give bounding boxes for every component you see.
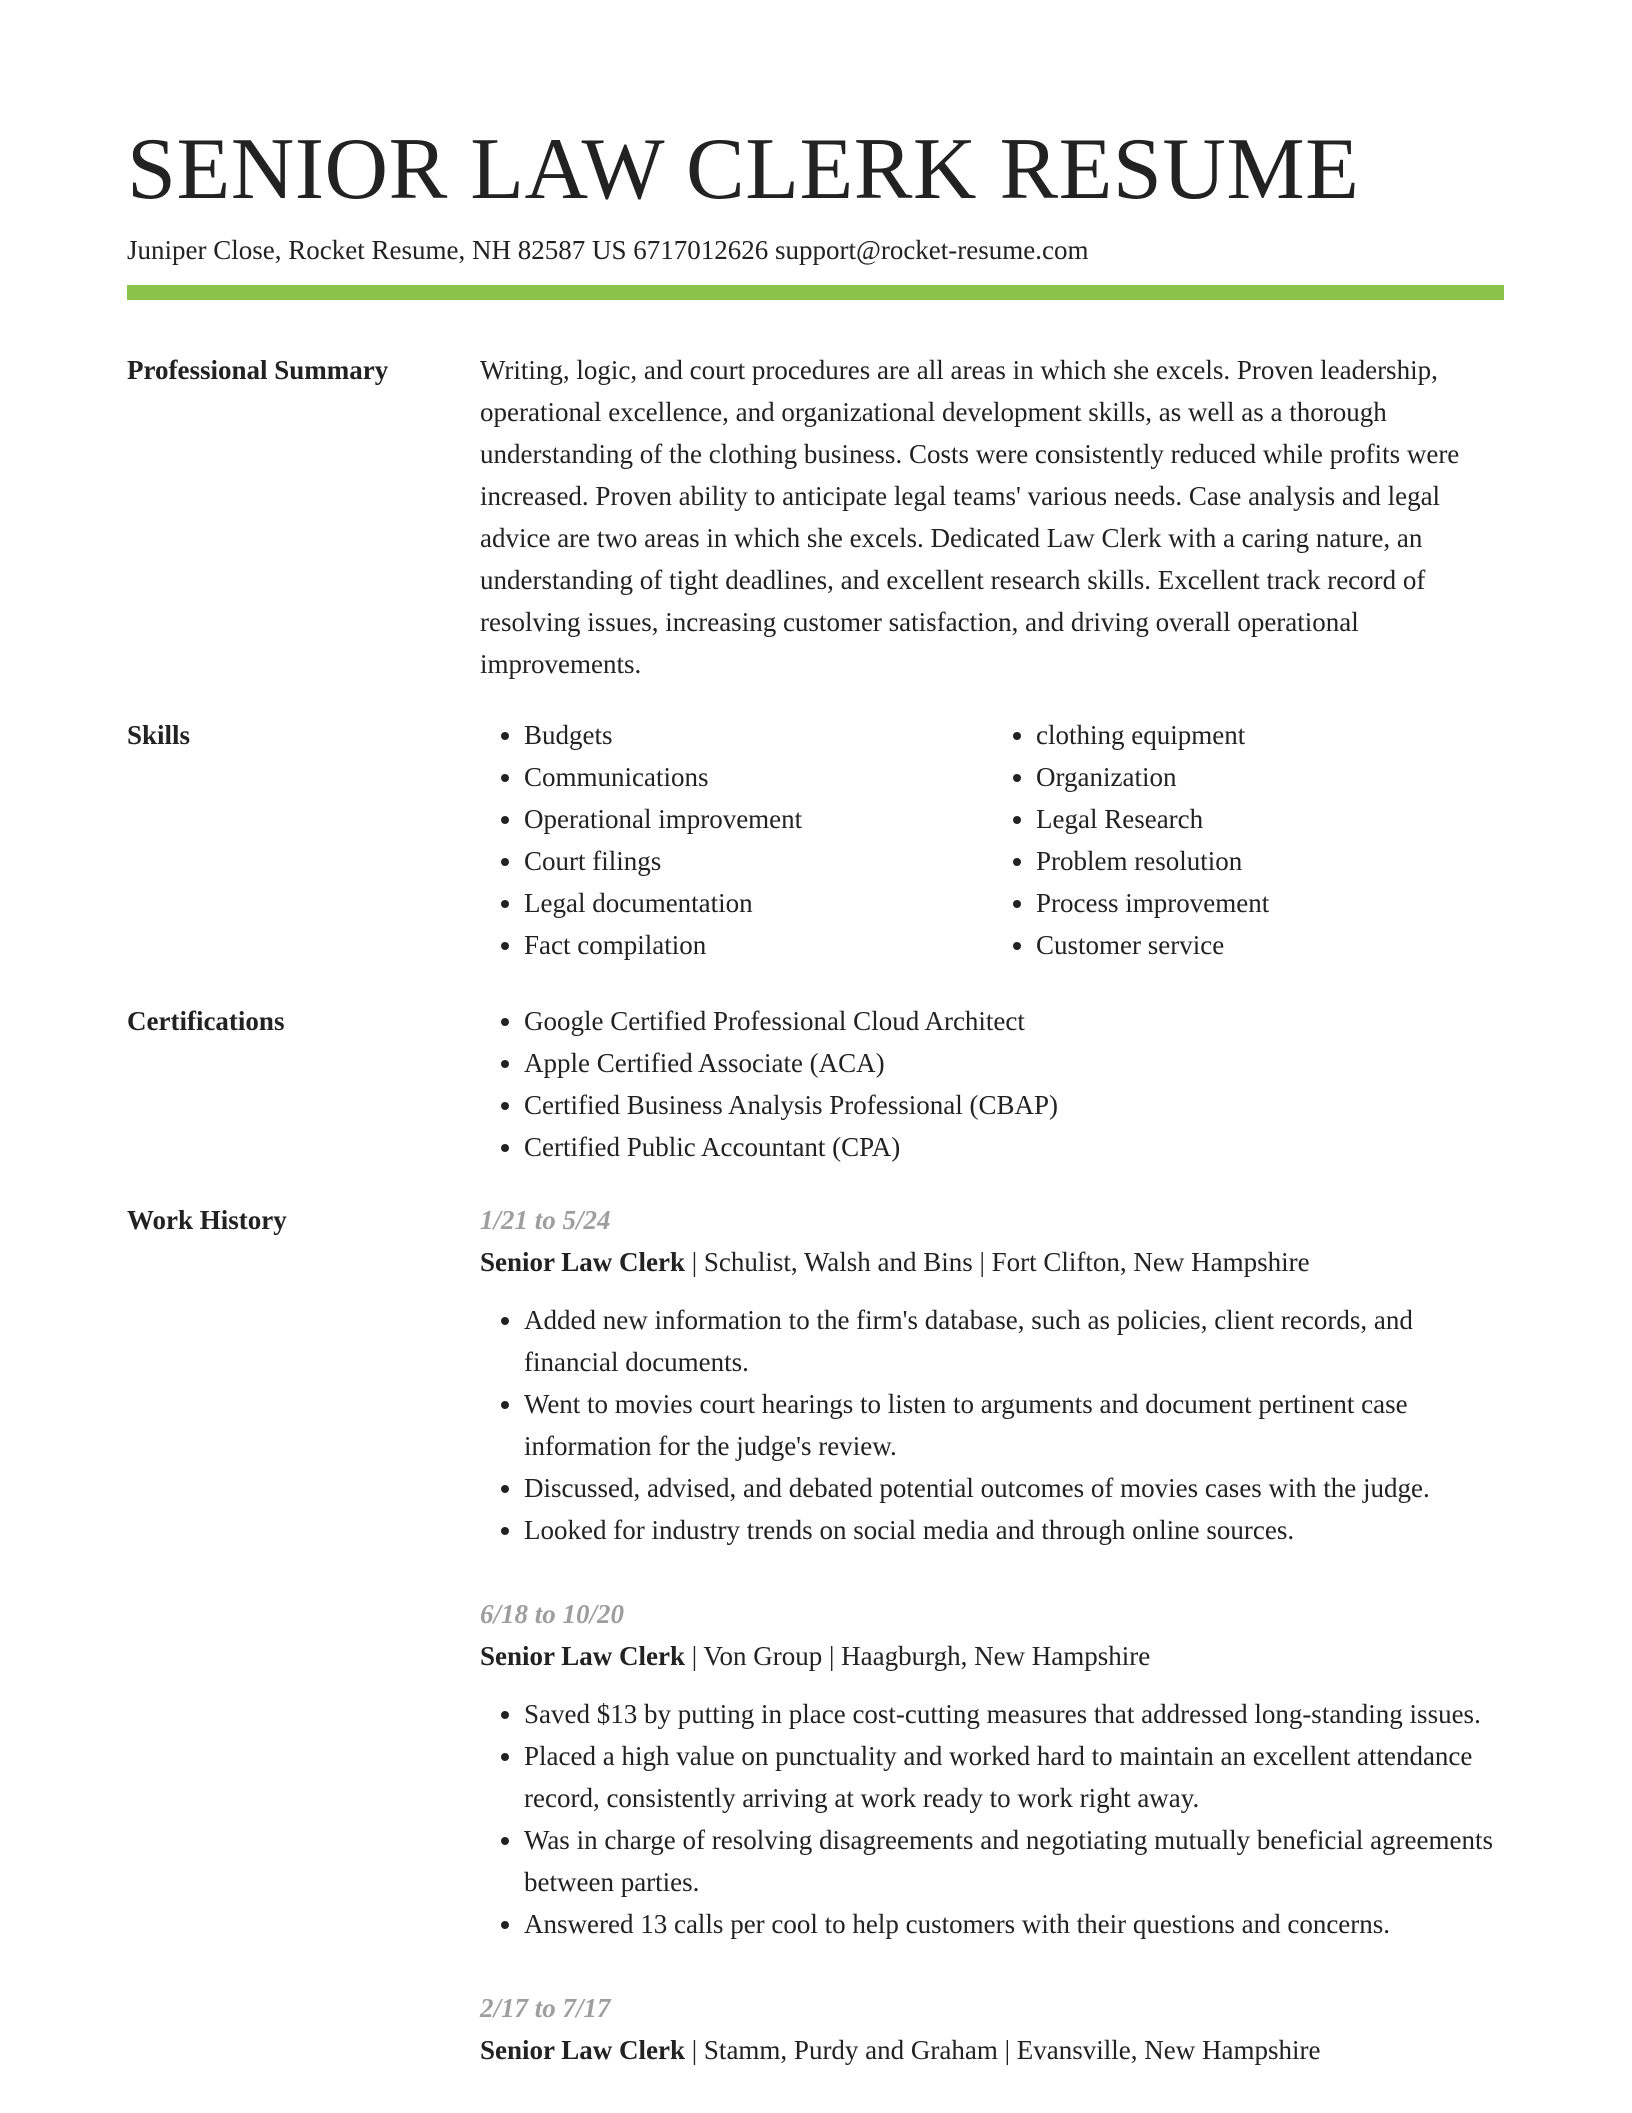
skill-item: • Customer service <box>1036 924 1504 966</box>
skill-item: • Operational improvement <box>524 798 992 840</box>
job-title: Senior Law Clerk <box>480 2035 686 2065</box>
job-heading <box>480 1635 1504 1677</box>
job-entry <box>480 1593 1504 1945</box>
job-entry <box>480 1199 1504 1551</box>
skill-item: • Legal documentation <box>524 882 992 924</box>
skill-item: • clothing equipment <box>1036 714 1504 756</box>
job-bullet: • Added new information to the firm's database, such as policies, client records, and financial documents. <box>524 1299 1504 1383</box>
skills-list-left <box>480 714 992 966</box>
certification-item: • Google Certified Professional Cloud Architect <box>524 1000 1504 1042</box>
skill-item: • Process improvement <box>1036 882 1504 924</box>
summary-section <box>480 349 1504 685</box>
job-date: 6/18 to 10/20 <box>480 1599 625 1629</box>
job-employer-location: | Stamm, Purdy and Graham | Evansville, New Hampshire <box>685 2035 1321 2065</box>
header-divider <box>127 285 1504 300</box>
job-bullet: • Answered 13 calls per cool to help customers with their questions and concerns. <box>524 1903 1504 1945</box>
job-bullets <box>480 1299 1504 1551</box>
skill-item: • Legal Research <box>1036 798 1504 840</box>
skills-label: Skills <box>127 720 191 750</box>
job-bullet: • Was in charge of resolving disagreements and negotiating mutually beneficial agreements between parties. <box>524 1819 1504 1903</box>
job-employer-location: | Schulist, Walsh and Bins | Fort Clifton, New Hampshire <box>685 1247 1310 1277</box>
job-employer-location: | Von Group | Haagburgh, New Hampshire <box>685 1641 1151 1671</box>
certifications-label: Certifications <box>127 1006 285 1036</box>
job-entry <box>480 1987 1504 2071</box>
certification-item: • Certified Public Accountant (CPA) <box>524 1126 1504 1168</box>
job-bullet: • Went to movies court hearings to listen to arguments and document pertinent case information for the judge's review. <box>524 1383 1504 1467</box>
job-bullet: • Looked for industry trends on social media and through online sources. <box>524 1509 1504 1551</box>
skill-item: • Court filings <box>524 840 992 882</box>
skill-item: • Problem resolution <box>1036 840 1504 882</box>
job-date: 1/21 to 5/24 <box>480 1205 611 1235</box>
resume-title: SENIOR LAW CLERK RESUME <box>127 121 1360 218</box>
job-bullet: • Discussed, advised, and debated potential outcomes of movies cases with the judge. <box>524 1467 1504 1509</box>
contact-line: Juniper Close, Rocket Resume, NH 82587 US 6717012626 support@rocket-resume.com <box>127 235 1089 265</box>
summary-label: Professional Summary <box>127 355 389 385</box>
certification-item: • Certified Business Analysis Professional (CBAP) <box>524 1084 1504 1126</box>
job-heading <box>480 1241 1504 1283</box>
job-title: Senior Law Clerk <box>480 1247 686 1277</box>
certification-item: • Apple Certified Associate (ACA) <box>524 1042 1504 1084</box>
job-date: 2/17 to 7/17 <box>480 1993 611 2023</box>
skill-item: • Fact compilation <box>524 924 992 966</box>
skill-item: • Organization <box>1036 756 1504 798</box>
work-history-section <box>480 1199 1504 2113</box>
skills-list-right <box>992 714 1504 966</box>
job-heading <box>480 2029 1504 2071</box>
summary-text: Writing, logic, and court procedures are all areas in which she excels. Proven leadership, operational excellence, and organizational development skills, as well as a thorough understanding of the clothing business. Costs were consistently reduced while profits were increased. Proven ability to anticipate legal teams' various needs. Case analysis and legal advice are two areas in which she excels. Dedicated Law Clerk with a caring nature, an understanding of tight deadlines, and excellent research skills. Excellent track record of resolving issues, increasing customer satisfaction, and driving overall operational improvements. <box>480 355 1460 679</box>
job-bullet: • Placed a high value on punctuality and worked hard to maintain an excellent attendance record, consistently arriving at work ready to work right away. <box>524 1735 1504 1819</box>
certifications-section <box>480 1000 1504 1168</box>
certifications-list <box>480 1000 1504 1168</box>
skill-item: • Communications <box>524 756 992 798</box>
job-bullet: • Saved $13 by putting in place cost-cutting measures that addressed long-standing issues. <box>524 1693 1504 1735</box>
skills-section <box>480 714 1504 966</box>
job-bullets <box>480 1693 1504 1945</box>
work-history-label: Work History <box>127 1205 287 1235</box>
skill-item: • Budgets <box>524 714 992 756</box>
job-title: Senior Law Clerk <box>480 1641 686 1671</box>
